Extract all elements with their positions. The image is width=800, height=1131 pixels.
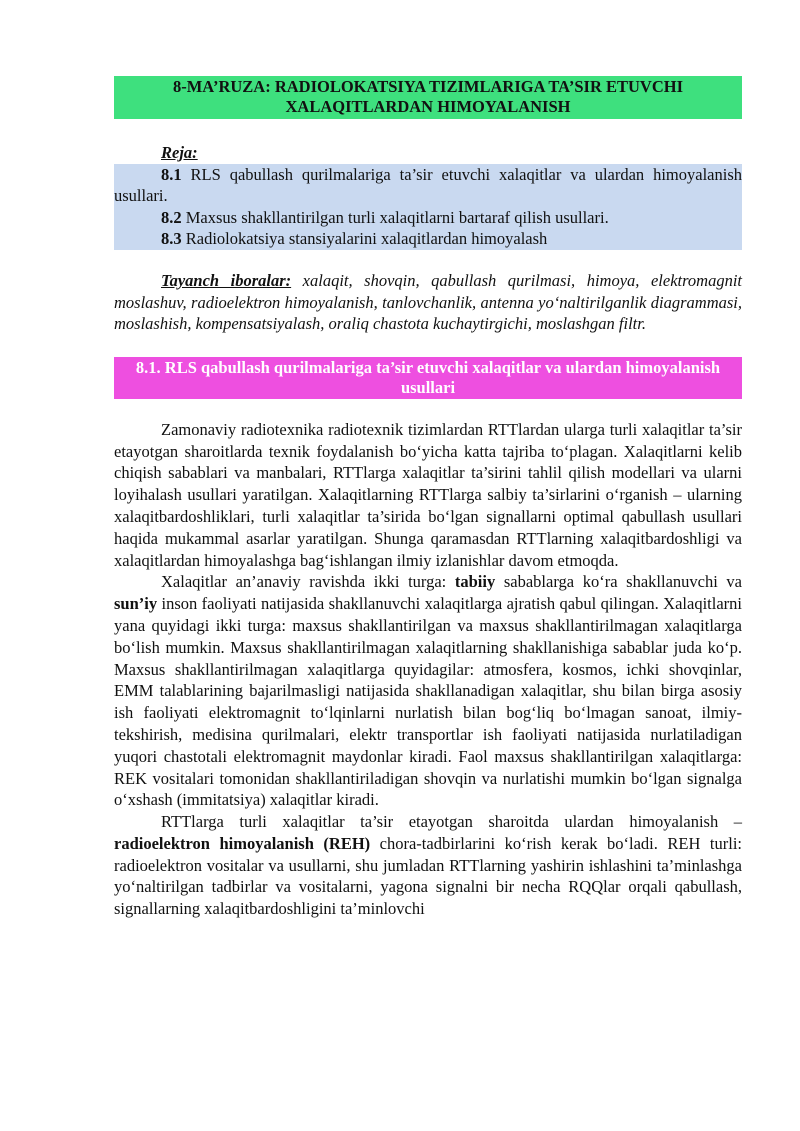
plan-item-number: 8.3: [161, 229, 182, 249]
paragraph: [114, 811, 742, 920]
plan-item-number: 8.1: [161, 164, 182, 184]
bold-term: tabiiy: [454, 572, 496, 592]
plan-item-text: Radiolokatsiya stansiyalarini xalaqitlardan himoyalash: [181, 229, 548, 249]
bold-term: radioelektron himoyalanish (REH): [114, 833, 371, 853]
plan-heading: Reja:: [161, 143, 198, 162]
paragraph: Zamonaviy radiotexnika radiotexnik tizimlardan RTTlardan ularga turli xalaqitlar ta’sir etayotgan sharoitlarda texnik foydalanish bo‘yicha katta tajriba to‘plagan. Xalaqitlarni kelib chiqish sabablari va manbalari, RTTlarga xalaqitlar ta’sirini tahlil qilish modellari va ularni loyihalash usullari yaratilgan. Xalaqitlarning RTTlarga salbiy ta’sirlarini o‘rganish – ularning xalaqitbardoshliklari, turli xalaqitlar ta’sirida bo‘lgan signallarni optimal qabullash usullari haqida mukammal asarlar yaratilgan. Shunga qaramasdan RTTlarning xalaqitbardoshligi va xalaqitlardan himoyalashga bag‘ishlangan ilmiy izlanishlar davom etmoqda.: [114, 419, 742, 570]
section-heading: 8.1. RLS qabullash qurilmalariga ta’sir etuvchi xalaqitlar va ulardan himoyalanish usullari: [114, 357, 742, 399]
plan-section: [114, 142, 742, 250]
paragraph: [114, 571, 742, 811]
body-text: [114, 419, 742, 920]
plan-item-number: 8.2: [161, 207, 182, 227]
plan-item: [114, 164, 742, 207]
document-page: [114, 76, 742, 920]
lecture-title: 8-MA’RUZA: RADIOLOKATSIYA TIZIMLARIGA TA’SIR ETUVCHI XALAQITLARDAN HIMOYALANISH: [114, 76, 742, 119]
text-run: Xalaqitlar an’anaviy ravishda ikki turga:: [161, 572, 455, 592]
text-run: inson faoliyati natijasida shakllanuvchi xalaqitlarga ajratish qabul qilingan. Xalaqitlarni yana quyidagi ikki turga: maxsus shakllantirilgan va maxsus shakllantirilmagan xalaqitlarga bo‘lish mumkin. Maxsus shakllantirilmagan xalaqitlarning shakllanishiga sabablar juda ko‘p. Maxsus shakllantirilmagan xalaqitlarga quyidagilar: atmosfera, kosmos, ichki shovqinlar, EMM talablarining bajarilmasligi natijasida shakllanadigan xalaqitlar, shu bilan birga asosiy ish faoliyati elektromagnit to‘lqinlarni nurlatish bilan bog‘liq bo‘lmagan sanoat, ilmiy-tekshirish, medisina qurilmalari, elektr transportlar ish faoliyati natijasida nurlatiladigan yuqori chastotali elektromagnit maydonlar kiradi. Faol maxsus shakllantirilgan xalaqitlarga: REK vositalari tomonidan shakllantiriladigan shovqin va nurlatishi mumkin bo‘lgan signalga o‘xshash (immitatsiya) xalaqitlar kiradi.: [114, 594, 742, 810]
plan-item: [114, 228, 742, 250]
plan-item-text: RLS qabullash qurilmalariga ta’sir etuvchi xalaqitlar va ulardan himoyalanish usullari.: [114, 164, 742, 206]
plan-list: [114, 164, 742, 250]
text-run: chora-tadbirlarini ko‘rish kerak bo‘ladi. REH turli: radioelektron vositalar va usullarni, shu jumladan RTTlarning yashirin ishlashini ta’minlashga yo‘naltirilgan tadbirlar va vositalarni, yagona signalni bir necha RQQlar orqali qabullash, signallarning xalaqitbardoshligini ta’minlovchi: [114, 833, 742, 919]
text-run: RTTlarga turli xalaqitlar ta’sir etayotgan sharoitda ulardan himoyalanish –: [161, 812, 742, 832]
bold-term: sun’iy: [114, 594, 158, 614]
plan-item-text: Maxsus shakllantirilgan turli xalaqitlarni bartaraf qilish usullari.: [181, 207, 609, 227]
keywords-label: Tayanch iboralar:: [161, 270, 292, 290]
keywords-text: xalaqit, shovqin, qabullash qurilmasi, himoya, elektromagnit moslashuv, radioelektron himoyalanish, tanlovchanlik, antenna yo‘naltirilganlik diagrammasi, moslashish, kompensatsiyalash, oraliq chastota kuchaytirgichi, moslashgan filtr.: [114, 270, 742, 334]
text-run: sabablarga ko‘ra shakllanuvchi va: [495, 572, 742, 592]
plan-item: [114, 207, 742, 229]
keywords-paragraph: [114, 270, 742, 335]
